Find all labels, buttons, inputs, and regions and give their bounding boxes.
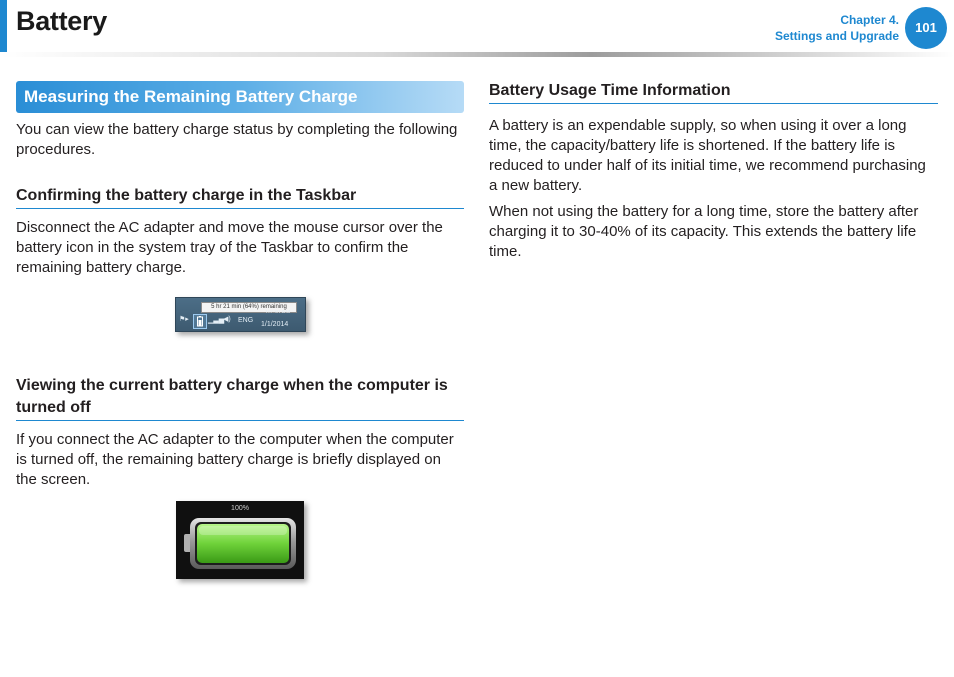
power-off-paragraph: If you connect the AC adapter to the computer when the computer is turned off, the remaining battery charge is briefly displayed on the screen. xyxy=(16,431,454,488)
usage-paragraph-2: When not using the battery for a long time, store the battery after charging it to 30-40% of its capacity. This extends the battery life time. xyxy=(489,203,919,260)
taskbar-screenshot xyxy=(175,297,306,332)
battery-screen-image xyxy=(176,501,304,579)
clock-time: 10:30 AM xyxy=(265,310,291,313)
battery-percent-label: 100% xyxy=(231,505,249,512)
chapter-title: Settings and Upgrade xyxy=(774,29,899,43)
chapter-label xyxy=(775,12,899,44)
taskbar-paragraph: Disconnect the AC adapter and move the mouse cursor over the battery icon in the system tray of the Taskbar to confirm the remaining battery charge. xyxy=(16,219,443,276)
signal-icon: ▁▃▅ xyxy=(208,317,225,324)
language-indicator: ENG xyxy=(238,317,254,324)
usage-paragraph-1: A battery is an expendable supply, so when using it over a long time, the capacity/battery life is shortened. If the battery life is reduced to under half of its initial time, we recommend purchasing a new battery. xyxy=(489,117,926,194)
section-banner: Measuring the Remaining Battery Charge xyxy=(16,81,464,113)
header-accent-bar xyxy=(0,0,7,52)
page-title: Battery xyxy=(16,6,107,36)
power-off-heading: Viewing the current battery charge when the computer is turned off xyxy=(16,375,464,421)
usage-info-heading: Battery Usage Time Information xyxy=(489,80,938,104)
right-column xyxy=(489,80,938,262)
battery-icon xyxy=(193,314,207,329)
clock-date: 1/1/2014 xyxy=(261,321,289,328)
taskbar-heading: Confirming the battery charge in the Taskbar xyxy=(16,185,464,209)
volume-icon: ◀) xyxy=(223,316,231,323)
header-divider xyxy=(0,52,954,57)
battery-tooltip: 5 hr 21 min (64%) remaining xyxy=(201,302,297,313)
flag-icon: ⚑▸ xyxy=(179,316,189,323)
page-number-badge: 101 xyxy=(905,7,947,49)
left-column xyxy=(16,81,464,579)
intro-paragraph: You can view the battery charge status by completing the following procedures. xyxy=(16,121,458,158)
battery-graphic xyxy=(176,501,304,579)
chapter-number: Chapter 4. xyxy=(840,13,899,27)
